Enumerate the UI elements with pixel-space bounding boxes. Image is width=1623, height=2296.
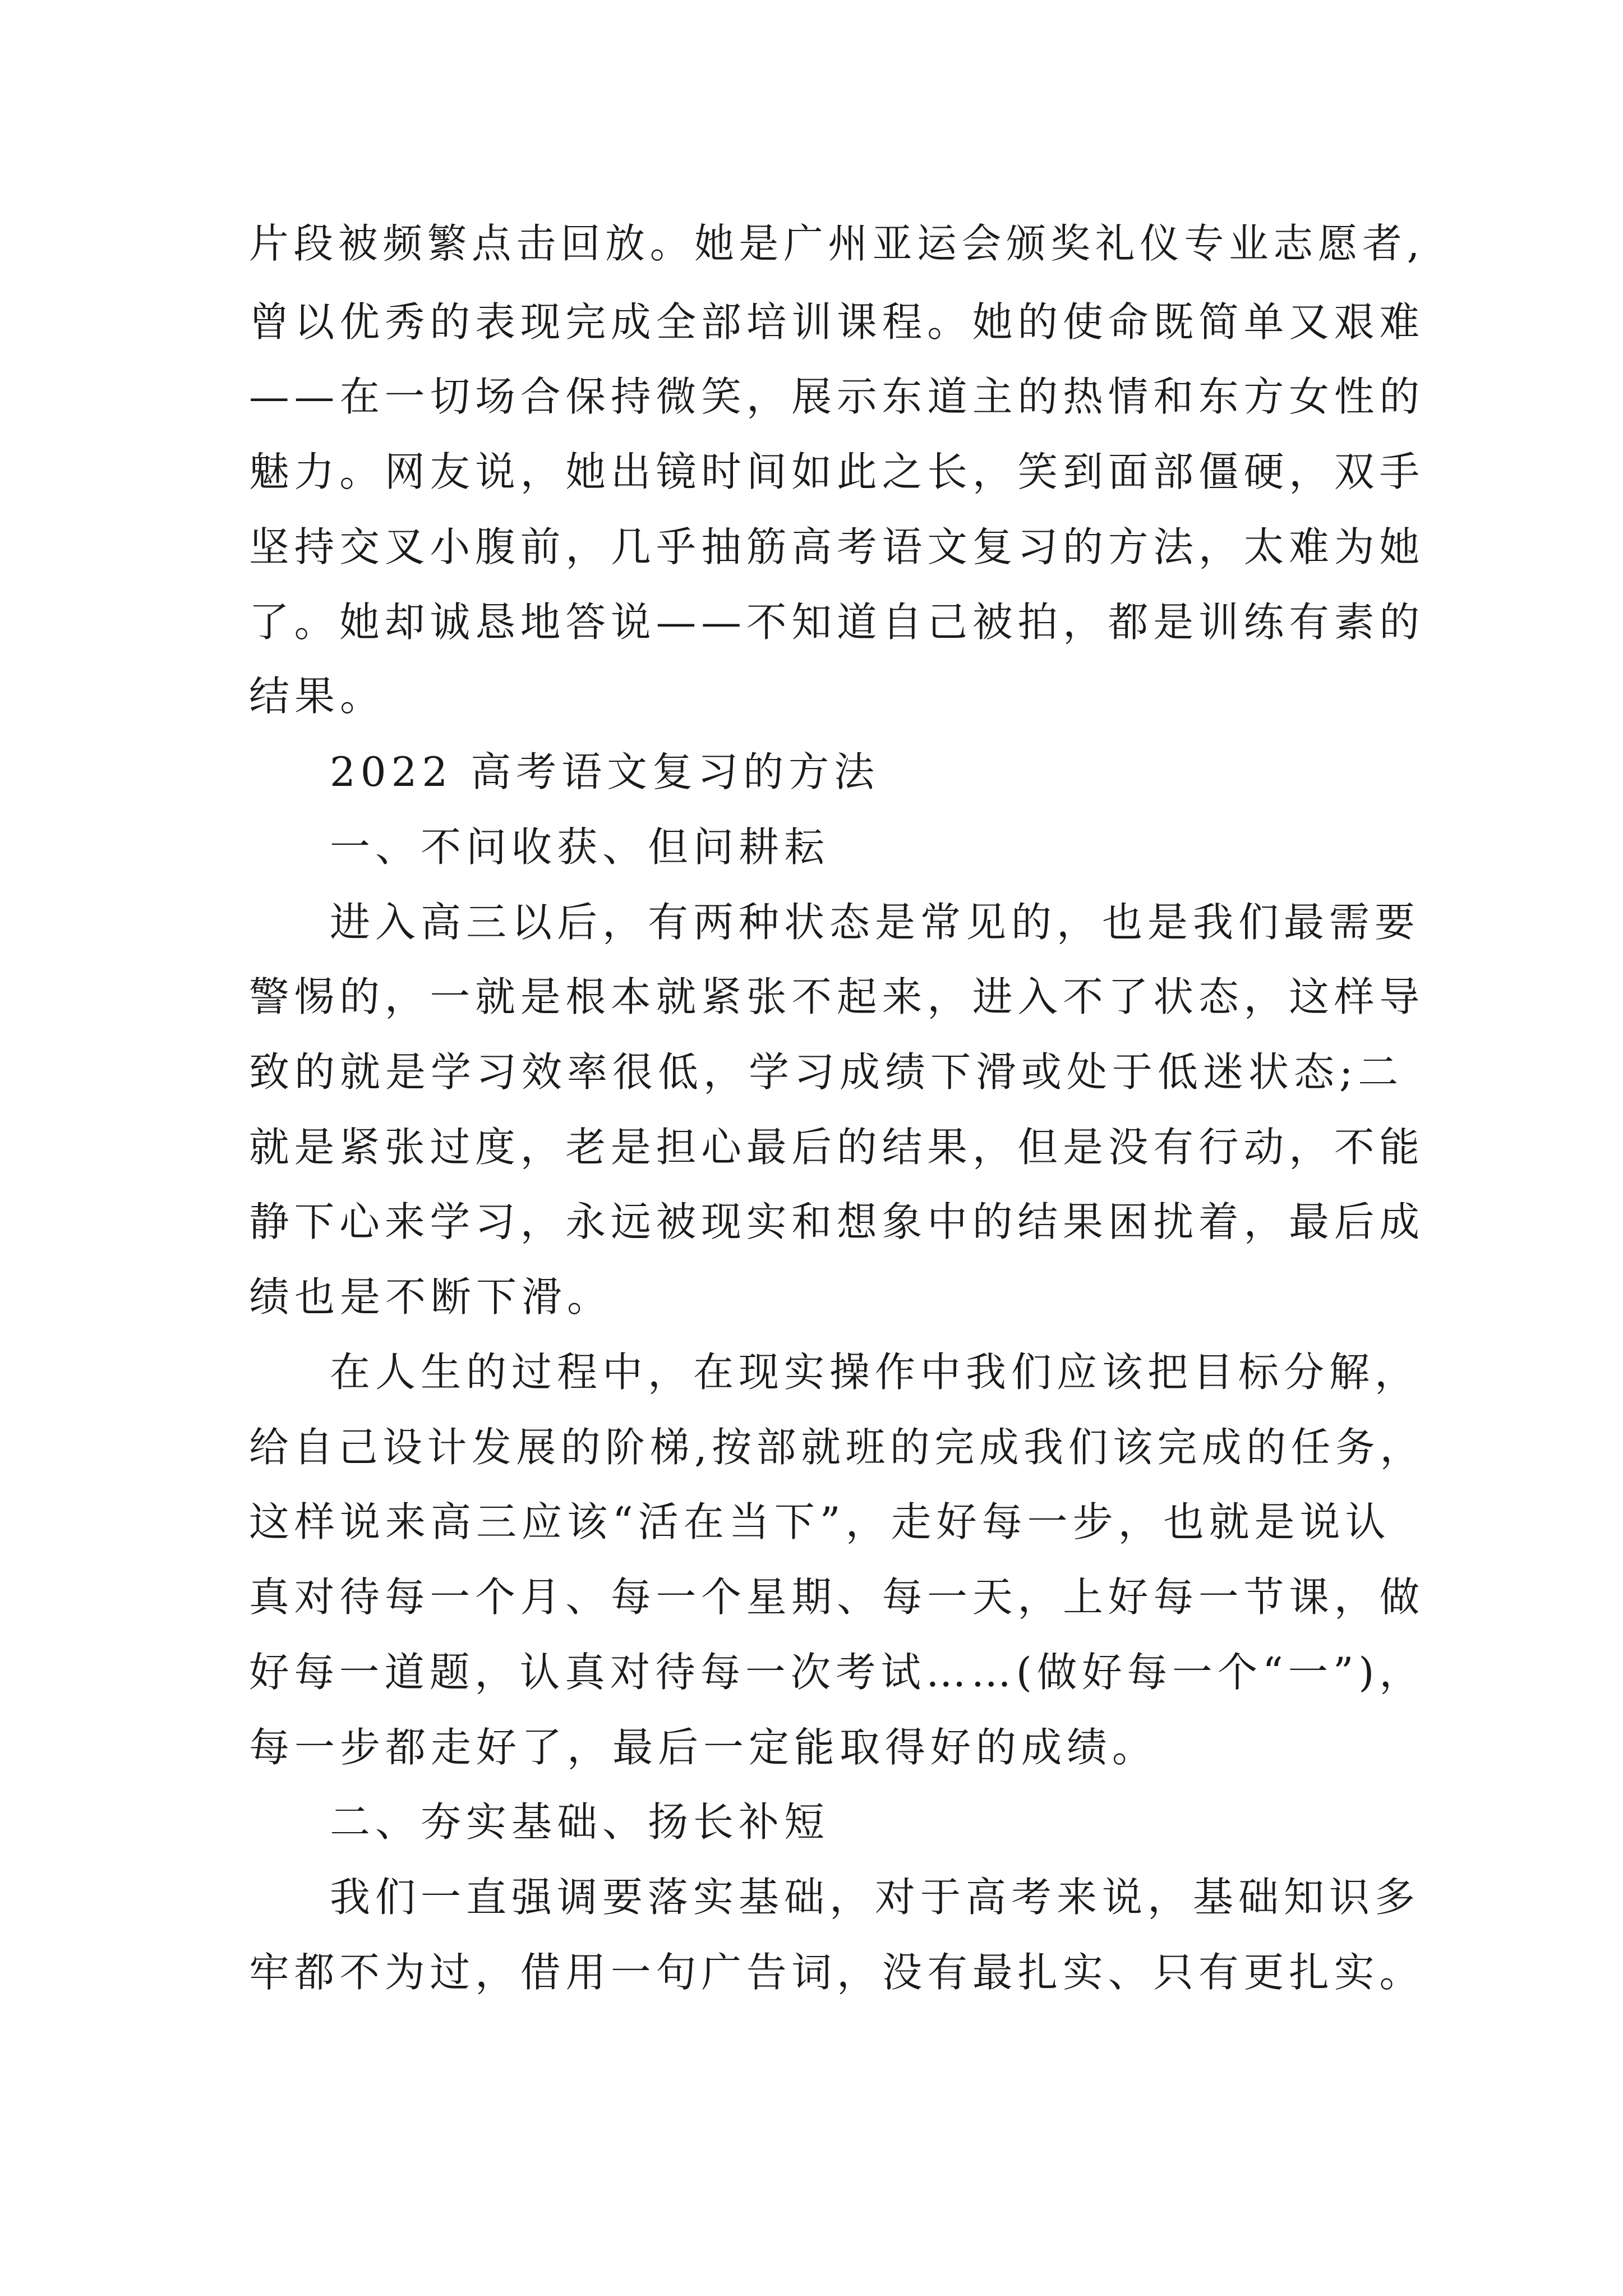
- paragraph-start: 在人生的过程中，在现实操作中我们应该把目标分解，: [330, 1349, 1421, 1396]
- text-line: 每一步都走好了，最后一定能取得好的成绩。: [249, 1724, 1158, 1771]
- subsection-heading: 一、不问收获、但问耕耘: [330, 823, 830, 871]
- text-line: 警惕的，一就是根本就紧张不起来，进入不了状态，这样导: [249, 973, 1425, 1020]
- text-line: 静下心来学习，永远被现实和想象中的结果困扰着，最后成: [249, 1198, 1425, 1245]
- text-line: 结果。: [249, 673, 386, 720]
- text-line: 片段被频繁点击回放。她是广州亚运会颁奖礼仪专业志愿者,: [249, 220, 1424, 267]
- text-line: 这样说来高三应该“活在当下”，走好每一步，也就是说认: [249, 1498, 1391, 1545]
- text-line: 好每一道题，认真对待每一次考试……(做好每一个“一”)，: [249, 1649, 1424, 1696]
- text-line: 真对待每一个月、每一个星期、每一天，上好每一节课，做: [249, 1573, 1425, 1621]
- text-line: 给自己设计发展的阶梯,按部就班的完成我们该完成的任务，: [249, 1424, 1424, 1471]
- text-line: 致的就是学习效率很低，学习成绩下滑或处于低迷状态;二: [249, 1048, 1404, 1096]
- text-line: 魅力。网友说，她出镜时间如此之长，笑到面部僵硬，双手: [249, 448, 1425, 495]
- paragraph-start: 我们一直强调要落实基础，对于高考来说，基础知识多: [330, 1874, 1421, 1921]
- text-line: ——在一切场合保持微笑，展示东道主的热情和东方女性的: [249, 373, 1425, 420]
- subsection-heading: 二、夯实基础、扬长补短: [330, 1798, 830, 1846]
- text-line: 曾以优秀的表现完成全部培训课程。她的使命既简单又艰难: [249, 298, 1425, 346]
- section-heading: 2022 高考语文复习的方法: [330, 748, 880, 795]
- text-line: 坚持交叉小腹前，几乎抽筋高考语文复习的方法，太难为她: [249, 523, 1425, 570]
- paragraph-start: 进入高三以后，有两种状态是常见的，也是我们最需要: [330, 899, 1421, 946]
- text-line: 就是紧张过度，老是担心最后的结果，但是没有行动，不能: [249, 1124, 1425, 1171]
- text-line: 牢都不为过，借用一句广告词，没有最扎实、只有更扎实。: [249, 1949, 1425, 1996]
- text-line: 绩也是不断下滑。: [249, 1273, 613, 1320]
- text-line: 了。她却诚恳地答说——不知道自己被拍，都是训练有素的: [249, 599, 1425, 646]
